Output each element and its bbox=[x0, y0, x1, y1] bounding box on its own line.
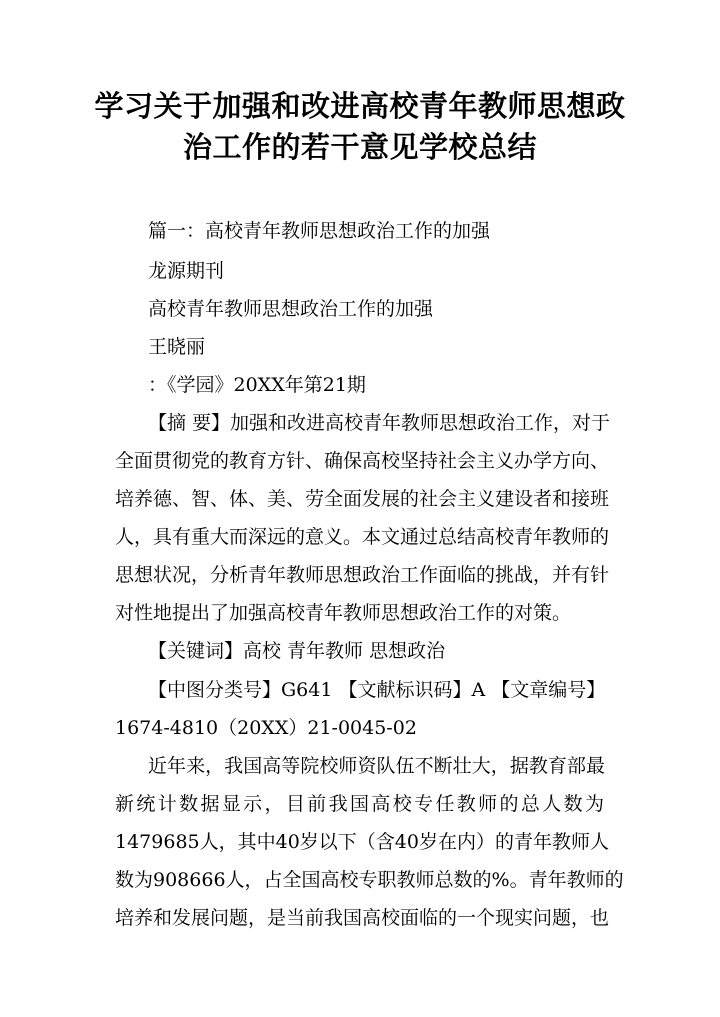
article-author: 王晓丽 bbox=[148, 336, 206, 358]
section-heading: 篇一：高校青年教师思想政治工作的加强 bbox=[148, 220, 491, 242]
abstract-line: 对性地提出了加强高校青年教师思想政治工作的对策。 bbox=[115, 602, 572, 624]
abstract-line: 全面贯彻党的教育方针、确保高校坚持社会主义办学方向、 bbox=[115, 450, 610, 472]
abstract-line: 【摘 要】加强和改进高校青年教师思想政治工作，对于 bbox=[148, 412, 611, 434]
abstract-line: 思想状况，分析青年教师思想政治工作面临的挑战，并有针 bbox=[115, 564, 610, 586]
body-paragraph-line: 近年来，我国高等院校师资队伍不断壮大，据教育部最 bbox=[148, 755, 605, 777]
article-citation: ：《学园》20XX年第21期 bbox=[148, 374, 366, 396]
abstract-line: 培养德、智、体、美、劳全面发展的社会主义建设者和接班 bbox=[115, 488, 610, 510]
source-label: 龙源期刊 bbox=[148, 260, 225, 282]
document-title-line-2: 治工作的若干意见学校总结 bbox=[182, 130, 537, 164]
body-paragraph-line: 培养和发展问题，是当前我国高校面临的一个现实问题，也 bbox=[115, 907, 610, 929]
document-title-line-1: 学习关于加强和改进高校青年教师思想政 bbox=[94, 89, 626, 123]
classification-line: 【中图分类号】G641 【文献标识码】A 【文章编号】 bbox=[148, 679, 606, 701]
article-title: 高校青年教师思想政治工作的加强 bbox=[148, 298, 434, 320]
body-paragraph-line: 数为908666人，占全国高校专职教师总数的%。青年教师的 bbox=[115, 869, 624, 891]
body-paragraph-line: 1479685人，其中40岁以下（含40岁在内）的青年教师人 bbox=[115, 831, 609, 853]
body-paragraph-line: 新统计数据显示，目前我国高校专任教师的总人数为 bbox=[115, 793, 604, 815]
article-number-line: 1674-4810（20XX）21-0045-02 bbox=[115, 717, 417, 739]
keywords-line: 【关键词】高校 青年教师 思想政治 bbox=[148, 640, 446, 662]
abstract-line: 人，具有重大而深远的意义。本文通过总结高校青年教师的 bbox=[115, 526, 610, 548]
